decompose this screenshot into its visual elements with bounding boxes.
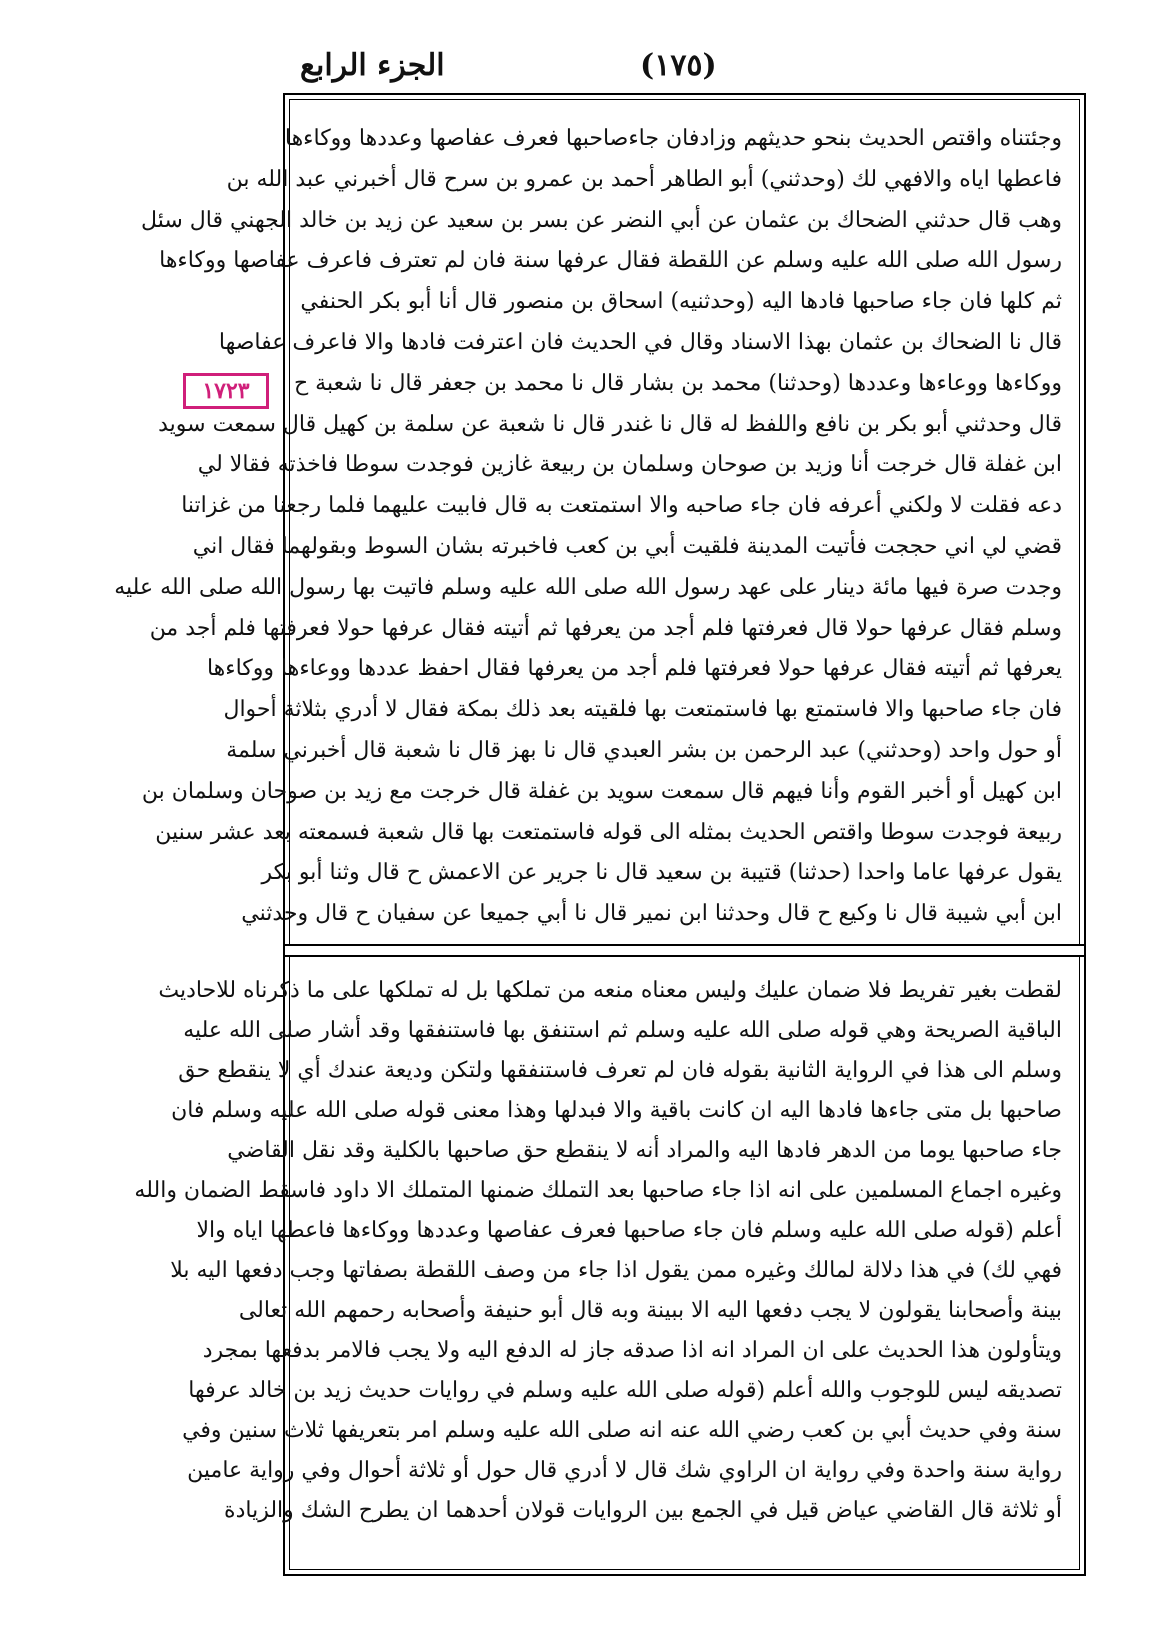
sharh-line: فهي لك) في هذا دلالة لمالك وغيره ممن يقول اذا جاء من وصف اللقطة بصفاتها وجب دفعها اليه بلا — [170, 1258, 1062, 1283]
sharh-line: سنة وفي حديث أبي بن كعب رضي الله عنه انه صلى الله عليه وسلم امر بتعريفها ثلاث سنين وفي — [182, 1418, 1062, 1443]
sharh-line: بينة وأصحابنا يقولون لا يجب دفعها اليه الا ببينة وبه قال أبو حنيفة وأصحابه رحمهم الله تعالى — [238, 1298, 1062, 1323]
matn-line: قال نا الضحاك بن عثمان بهذا الاسناد وقال في الحديث فان اعترفت فادها والا فاعرف عفاصها — [218, 329, 1062, 355]
matn-line: فان جاء صاحبها والا فاستمتع بها فاستمتعت بها فلقيته بعد ذلك بمكة فقال لا أدري بثلاثة أحوال — [223, 697, 1062, 723]
matn-line: وجدت صرة فيها مائة دينار على عهد رسول الله صلى الله عليه وسلم فاتيت بها رسول الله صلى الله عليه — [114, 574, 1062, 600]
sharh-line: ويتأولون هذا الحديث على ان المراد انه اذا صدقه جاز له الدفع اليه ولا يجب فالامر بدفعها بمجرد — [202, 1338, 1062, 1363]
sharh-line: الباقية الصريحة وهي قوله صلى الله عليه وسلم ثم استنفق بها فاستنفقها وقد أشار صلى الله عليه — [183, 1018, 1062, 1043]
matn-line: قضي لي اني حججت فأتيت المدينة فلقيت أبي بن كعب فاخبرته بشان السوط وبقولهما فقال اني — [192, 533, 1062, 559]
page-number: (١٧٥) — [640, 48, 717, 83]
sharh-line: صاحبها بل متى جاءها فادها اليه ان كانت باقية والا فبدلها وهذا معنى قوله صلى الله عليه وسلم فان — [171, 1098, 1062, 1123]
hadith-number-badge: ١٧٢٣ — [183, 373, 269, 409]
matn-line: ربيعة فوجدت سوطا واقتص الحديث بمثله الى قوله فاستمتعت بها قال شعبة فسمعته بعد عشر سنين — [155, 819, 1062, 845]
matn-line: دعه فقلت لا ولكني أعرفه فان جاء صاحبه والا استمتعت به قال فابيت عليهما فلما رجعنا من غزاتنا — [181, 493, 1062, 519]
matn-line: وهب قال حدثني الضحاك بن عثمان عن أبي النضر عن بسر بن سعيد عن زيد بن خالد الجهني قال سئل — [141, 207, 1062, 233]
matn-line: ووكاءها ووعاءها وعددها (وحدثنا) محمد بن بشار قال نا محمد بن جعفر قال نا شعبة ح — [293, 370, 1062, 396]
matn-line: ابن كهيل أو أخبر القوم وأنا فيهم قال سمعت سويد بن غفلة قال خرجت مع زيد بن صوحان وسلمان بن — [141, 778, 1062, 804]
sharh-line: وغيره اجماع المسلمين على انه اذا جاء صاحبها بعد التملك ضمنها المتملك الا داود فاسقط الضمان والله — [134, 1178, 1062, 1203]
sharh-section — [134, 971, 1062, 1571]
part-title: الجزء الرابع — [300, 48, 445, 83]
section-divider — [285, 944, 1084, 957]
matn-line: ابن غفلة قال خرجت أنا وزيد بن صوحان وسلمان بن ربيعة غازين فوجدت سوطا فاخذته فقالا لي — [197, 452, 1062, 478]
matn-line: فاعطها اياه والافهي لك (وحدثني) أبو الطاهر أحمد بن عمرو بن سرح قال أخبرني عبد الله بن — [226, 166, 1062, 192]
matn-line: ثم كلها فان جاء صاحبها فادها اليه (وحدثنيه) اسحاق بن منصور قال أنا أبو بكر الحنفي — [300, 289, 1062, 315]
matn-line: يعرفها ثم أتيته فقال عرفها حولا فعرفتها فلم أجد من يعرفها فقال احفظ عددها ووعاءها ووكاءها — [206, 656, 1062, 682]
sharh-line: تصديقه ليس للوجوب والله أعلم (قوله صلى الله عليه وسلم في روايات حديث زيد بن خالد عرفها — [188, 1378, 1062, 1403]
matn-line: ابن أبي شيبة قال نا وكيع ح قال وحدثنا ابن نمير قال نا أبي جميعا عن سفيان ح قال وحدثني — [241, 901, 1062, 927]
matn-line: رسول الله صلى الله عليه وسلم عن اللقطة فقال عرفها سنة فان لم تعترف فاعرف عفاصها ووكاءها — [159, 248, 1062, 274]
matn-line: قال وحدثني أبو بكر بن نافع واللفظ له قال نا غندر قال نا شعبة عن سلمة بن كهيل قال سمعت سويد — [158, 411, 1062, 437]
sharh-line: أعلم (قوله صلى الله عليه وسلم فان جاء صاحبها فعرف عفاصها وعددها ووكاءها فاعطها اياه والا — [196, 1218, 1062, 1243]
sharh-line: رواية سنة واحدة وفي رواية ان الراوي شك قال لا أدري قال حول أو ثلاثة أحوال وفي رواية عامين — [187, 1458, 1062, 1483]
matn-line: يقول عرفها عاما واحدا (حدثنا) قتيبة بن سعيد قال نا جرير عن الاعمش ح قال وثنا أبو بكر — [261, 860, 1062, 886]
sharh-line: لقطت بغير تفريط فلا ضمان عليك وليس معناه منعه من تملكها بل له تملكها على ما ذكرناه للاحاديث — [158, 978, 1062, 1003]
sharh-line: أو ثلاثة قال القاضي عياض قيل في الجمع بين الروايات قولان أحدهما ان يطرح الشك والزيادة — [224, 1498, 1062, 1523]
matn-line: وجئتناه واقتص الحديث بنحو حديثهم وزادفان جاءصاحبها فعرف عفاصها وعددها ووكاءها — [284, 126, 1062, 151]
matn-line: أو حول واحد (وحدثني) عبد الرحمن بن بشر العبدي قال نا بهز قال نا شعبة قال أخبرني سلمة — [226, 737, 1062, 763]
sharh-line: وسلم الى هذا في الرواية الثانية بقوله فان لم تعرف فاستنفقها ولتكن وديعة عندك أي لا ينقطع حق — [178, 1058, 1062, 1083]
matn-line: وسلم فقال عرفها حولا قال فعرفتها فلم أجد من يعرفها ثم أتيته فقال عرفها حولا فعرفتها فلم أجد من — [149, 615, 1062, 641]
sharh-line: جاء صاحبها يوما من الدهر فادها اليه والمراد أنه لا ينقطع حق صاحبها بالكلية وقد نقل القاضي — [227, 1138, 1062, 1163]
